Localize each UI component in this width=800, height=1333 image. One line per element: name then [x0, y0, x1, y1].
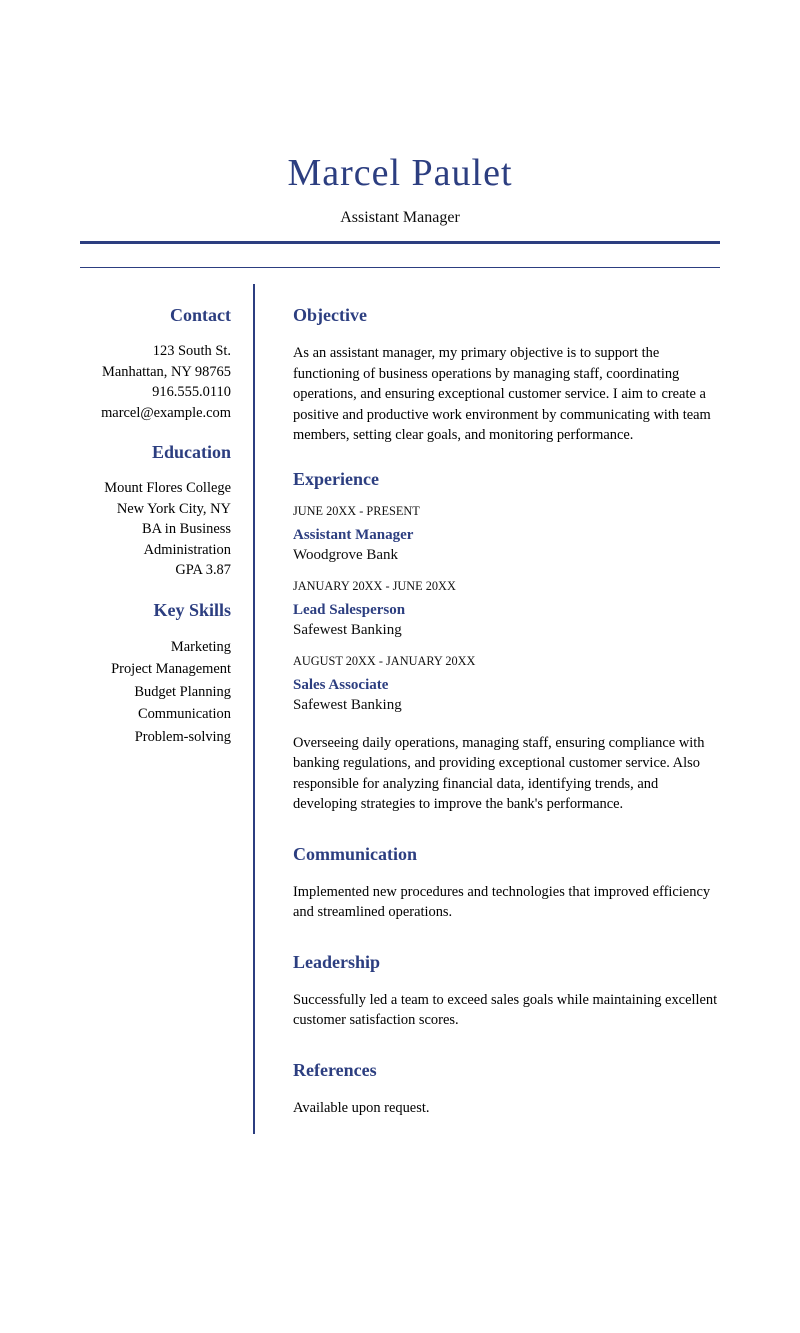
- education-gpa: GPA 3.87: [175, 562, 231, 578]
- header-rule-thick: [80, 241, 720, 244]
- contact-city: Manhattan, NY 98765: [102, 363, 231, 380]
- job-title: Sales Associate: [293, 676, 389, 693]
- education-degree-line-1: BA in Business: [141, 521, 231, 537]
- job-entry: [293, 653, 720, 715]
- contact-street: 123 South St.: [152, 343, 231, 359]
- experience-summary: Overseeing daily operations, managing staff, ensuring compliance with banking regulations, and providing exceptional customer service. Also responsible for analyzing financial data, identifying trends, and developing strategies to improve the bank's performance.: [293, 734, 705, 812]
- communication-heading: Communication: [293, 843, 418, 864]
- experience-heading: Experience: [293, 468, 379, 489]
- skill-item: Problem-solving: [134, 728, 231, 745]
- references-heading: References: [293, 1059, 377, 1080]
- education-degree-line-2: Administration: [143, 541, 231, 558]
- skill-item: Project Management: [111, 661, 231, 677]
- experience-section: [293, 468, 720, 815]
- job-entry: [293, 503, 720, 565]
- contact-email: marcel@example.com: [101, 404, 231, 421]
- objective-section: [293, 304, 720, 446]
- references-text: Available upon request.: [293, 1099, 430, 1116]
- skill-item: Marketing: [170, 638, 231, 655]
- objective-heading: Objective: [293, 305, 367, 325]
- leadership-heading: Leadership: [293, 951, 381, 972]
- job-title: Lead Salesperson: [293, 601, 406, 618]
- job-company: Woodgrove Bank: [293, 546, 399, 563]
- job-entry: [293, 578, 720, 640]
- resume-header: [0, 0, 800, 268]
- candidate-job-title: Assistant Manager: [340, 209, 460, 226]
- contact-phone: 916.555.0110: [152, 384, 231, 400]
- job-dates: JUNE 20XX - PRESENT: [293, 503, 420, 518]
- references-section: [293, 1059, 720, 1119]
- job-company: Safewest Banking: [293, 621, 402, 638]
- job-title: Assistant Manager: [293, 526, 414, 543]
- communication-section: [293, 843, 720, 923]
- main-column: [293, 284, 720, 1134]
- objective-text: As an assistant manager, my primary objective is to support the functioning of business operations by managing staff, coordinating operations, and ensuring exceptional customer service. I aim to create a positive and productive work environment by communicating with team members, setting clear goals, and monitoring performance.: [293, 345, 711, 443]
- sidebar: [80, 284, 231, 1134]
- contact-section: [80, 304, 231, 423]
- education-heading: Education: [151, 442, 231, 462]
- candidate-name: Marcel Paulet: [287, 152, 513, 194]
- column-divider: [253, 284, 255, 1134]
- resume-body: [80, 284, 720, 1134]
- leadership-section: [293, 951, 720, 1031]
- job-company: Safewest Banking: [293, 696, 402, 713]
- leadership-text: Successfully led a team to exceed sales goals while maintaining excellent customer satisfaction scores.: [293, 991, 718, 1028]
- education-location: New York City, NY: [116, 500, 231, 517]
- key-skills-heading: Key Skills: [153, 599, 231, 620]
- education-school: Mount Flores College: [104, 480, 231, 496]
- job-dates: AUGUST 20XX - JANUARY 20XX: [293, 653, 476, 668]
- contact-heading: Contact: [170, 305, 231, 325]
- job-dates: JANUARY 20XX - JUNE 20XX: [293, 578, 456, 593]
- skill-item: Budget Planning: [134, 683, 231, 700]
- key-skills-section: [80, 599, 231, 749]
- communication-text: Implemented new procedures and technologies that improved efficiency and streamlined operations.: [293, 883, 711, 920]
- header-rule-thin: [80, 267, 720, 268]
- skill-item: Communication: [137, 706, 231, 722]
- education-section: [80, 441, 231, 581]
